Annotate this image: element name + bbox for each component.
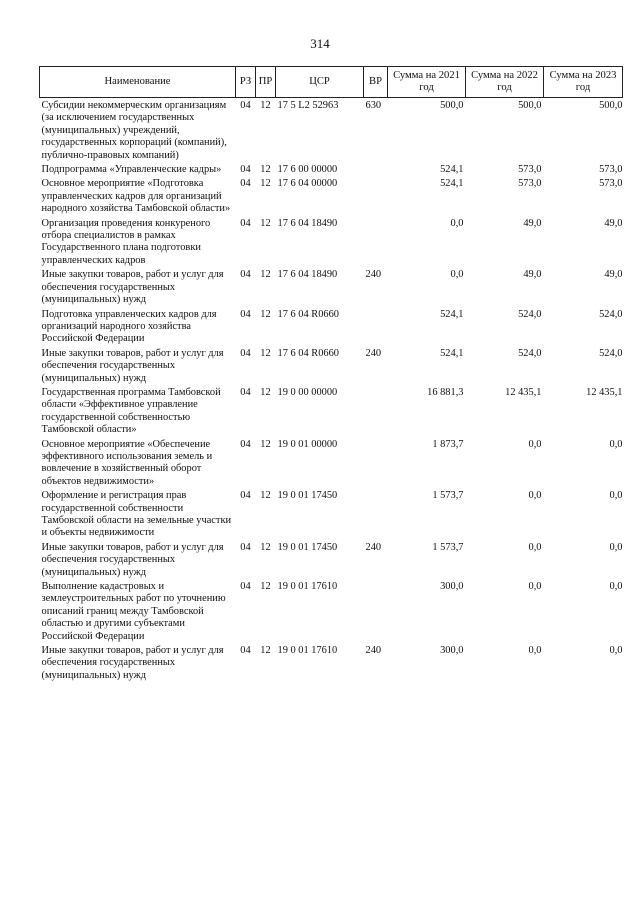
- row-rz: 04: [240, 178, 251, 190]
- row-sum-2022: 12 435,1: [505, 386, 542, 398]
- row-sum-2023: 573,0: [599, 164, 623, 176]
- row-rz: 04: [240, 347, 251, 359]
- row-pr: 12: [260, 386, 271, 398]
- row-name: Выполнение кадастровых и землеустроительных работ по уточнению описаний границ между Тамбовской областью и другими субъектами Российской Федерации: [41, 581, 226, 642]
- row-sum-2023: 0,0: [609, 645, 623, 657]
- header-vr: ВР: [364, 67, 388, 98]
- page-number: 314: [310, 36, 330, 51]
- row-pr: 12: [260, 269, 271, 281]
- row-csr: 17 6 04 R0660: [277, 308, 339, 320]
- row-csr: 19 0 01 17610: [277, 645, 338, 657]
- table-row: [40, 176, 623, 215]
- row-sum-2023: 12 435,1: [586, 386, 623, 398]
- row-sum-2023: 524,0: [599, 347, 623, 359]
- row-pr: 12: [260, 645, 271, 657]
- row-rz: 04: [240, 100, 251, 111]
- row-name: Иные закупки товаров, работ и услуг для обеспечения государственных (муниципальных) нужд: [41, 645, 224, 681]
- row-sum-2021: 524,1: [440, 178, 464, 190]
- row-sum-2023: 0,0: [609, 490, 623, 502]
- row-vr: [364, 307, 388, 346]
- row-sum-2021: 0,0: [450, 269, 464, 281]
- row-sum-2023: 0,0: [609, 438, 623, 450]
- row-sum-2022: 524,0: [518, 347, 542, 359]
- row-rz: 04: [240, 269, 251, 281]
- row-sum-2023: 500,0: [599, 100, 623, 111]
- table-row: [40, 162, 623, 176]
- header-pr: ПР: [256, 67, 276, 98]
- row-csr: 17 6 04 00000: [277, 178, 338, 190]
- row-sum-2021: 0,0: [450, 217, 464, 229]
- row-name: Основное мероприятие «Обеспечение эффективного использования земель и вовлечение в хозяйственный оборот объектов недвижимости»: [41, 438, 213, 487]
- row-pr: 12: [260, 178, 271, 190]
- row-sum-2021: 500,0: [440, 100, 464, 111]
- row-sum-2022: 573,0: [518, 178, 542, 190]
- table-row: [40, 307, 623, 346]
- row-sum-2023: 573,0: [599, 178, 623, 190]
- row-sum-2022: 0,0: [528, 490, 542, 502]
- row-csr: 19 0 01 00000: [277, 438, 338, 450]
- header-sum-2021: Сумма на 2021 год: [388, 67, 466, 98]
- row-sum-2022: 0,0: [528, 645, 542, 657]
- row-name: Организация проведения конкуреного отбора специалистов в рамках Государственного плана подготовки управленческих кадров: [41, 217, 211, 266]
- row-name: Подпрограмма «Управленческие кадры»: [41, 164, 222, 176]
- row-sum-2022: 524,0: [518, 308, 542, 320]
- row-sum-2022: 0,0: [528, 541, 542, 553]
- table-row: [40, 437, 623, 489]
- row-rz: 04: [240, 438, 251, 450]
- row-sum-2021: 524,1: [440, 164, 464, 176]
- row-pr: 12: [260, 308, 271, 320]
- row-name: Иные закупки товаров, работ и услуг для обеспечения государственных (муниципальных) нужд: [41, 269, 224, 306]
- row-sum-2022: 49,0: [523, 217, 542, 229]
- row-sum-2022: 0,0: [528, 438, 542, 450]
- row-sum-2022: 49,0: [523, 269, 542, 281]
- row-pr: 12: [260, 490, 271, 502]
- header-sum-2022: Сумма на 2022 год: [466, 67, 544, 98]
- row-csr: 19 0 01 17610: [277, 581, 338, 593]
- row-name: Иные закупки товаров, работ и услуг для обеспечения государственных (муниципальных) нужд: [41, 541, 224, 578]
- table-row: [40, 643, 623, 682]
- row-vr: 240: [365, 269, 382, 281]
- row-pr: 12: [260, 100, 271, 111]
- row-rz: 04: [240, 386, 251, 398]
- table-row: [40, 385, 623, 437]
- row-vr: [364, 579, 388, 643]
- row-pr: 12: [260, 438, 271, 450]
- row-rz: 04: [240, 541, 251, 553]
- row-sum-2023: 0,0: [609, 581, 623, 593]
- row-rz: 04: [240, 581, 251, 593]
- row-csr: 17 6 04 18490: [277, 269, 338, 281]
- row-csr: 19 0 01 17450: [277, 490, 338, 502]
- table-row: [40, 98, 623, 163]
- header-rz: РЗ: [236, 67, 256, 98]
- row-sum-2023: 524,0: [599, 308, 623, 320]
- row-name: Оформление и регистрация прав государственной собственности Тамбовской области на земельные участки и объекты недвижимости: [41, 490, 232, 539]
- row-rz: 04: [240, 645, 251, 657]
- row-pr: 12: [260, 541, 271, 553]
- row-csr: 17 5 L2 52963: [277, 100, 339, 111]
- row-vr: [364, 437, 388, 489]
- row-vr: [364, 216, 388, 268]
- row-sum-2023: 0,0: [609, 541, 623, 553]
- header-name: Наименование: [40, 67, 236, 98]
- row-sum-2021: 300,0: [440, 581, 464, 593]
- row-rz: 04: [240, 164, 251, 176]
- row-pr: 12: [260, 347, 271, 359]
- row-sum-2021: 16 881,3: [427, 386, 464, 398]
- row-name: Государственная программа Тамбовской области «Эффективное управление государственной собственностью Тамбовской области»: [41, 386, 221, 436]
- row-csr: 17 6 04 18490: [277, 217, 338, 229]
- table-row: [40, 216, 623, 268]
- row-name: Основное мероприятие «Подготовка управленческих кадров для организаций народного хозяйства Тамбовской области»: [41, 178, 231, 215]
- row-csr: 17 6 00 00000: [277, 164, 338, 176]
- budget-table: [39, 66, 623, 682]
- table-row: [40, 346, 623, 385]
- row-sum-2023: 49,0: [604, 217, 623, 229]
- row-vr: 240: [365, 541, 382, 553]
- row-vr: 240: [365, 645, 382, 657]
- table-row: [40, 540, 623, 579]
- row-sum-2021: 524,1: [440, 347, 464, 359]
- row-sum-2022: 0,0: [528, 581, 542, 593]
- row-sum-2021: 1 873,7: [432, 438, 464, 450]
- row-vr: [364, 488, 388, 540]
- row-vr: 630: [365, 100, 382, 111]
- row-rz: 04: [240, 308, 251, 320]
- row-csr: 19 0 00 00000: [277, 386, 338, 398]
- row-pr: 12: [260, 217, 271, 229]
- row-vr: [364, 176, 388, 215]
- row-name: Субсидии некоммерческим организациям (за исключением государственных (муниципальных) учреждений, государственных корпораций (компаний), публично-правовых компаний): [41, 100, 227, 161]
- row-vr: 240: [365, 347, 382, 359]
- row-vr: [364, 162, 388, 176]
- row-sum-2022: 500,0: [518, 100, 542, 111]
- table-header-row: [40, 67, 623, 98]
- row-vr: [364, 385, 388, 437]
- row-sum-2021: 1 573,7: [432, 490, 464, 502]
- row-sum-2021: 300,0: [440, 645, 464, 657]
- row-csr: 19 0 01 17450: [277, 541, 338, 553]
- row-sum-2021: 524,1: [440, 308, 464, 320]
- row-name: Иные закупки товаров, работ и услуг для обеспечения государственных (муниципальных) нужд: [41, 347, 224, 384]
- table-row: [40, 579, 623, 643]
- row-sum-2021: 1 573,7: [432, 541, 464, 553]
- row-sum-2023: 49,0: [604, 269, 623, 281]
- row-sum-2022: 573,0: [518, 164, 542, 176]
- row-rz: 04: [240, 217, 251, 229]
- header-csr: ЦСР: [276, 67, 364, 98]
- row-csr: 17 6 04 R0660: [277, 347, 339, 359]
- header-sum-2023: Сумма на 2023 год: [544, 67, 623, 98]
- table-row: [40, 488, 623, 540]
- row-rz: 04: [240, 490, 251, 502]
- row-name: Подготовка управленческих кадров для организаций народного хозяйства Российской Федерации: [41, 308, 217, 345]
- row-pr: 12: [260, 164, 271, 176]
- table-row: [40, 267, 623, 306]
- row-pr: 12: [260, 581, 271, 593]
